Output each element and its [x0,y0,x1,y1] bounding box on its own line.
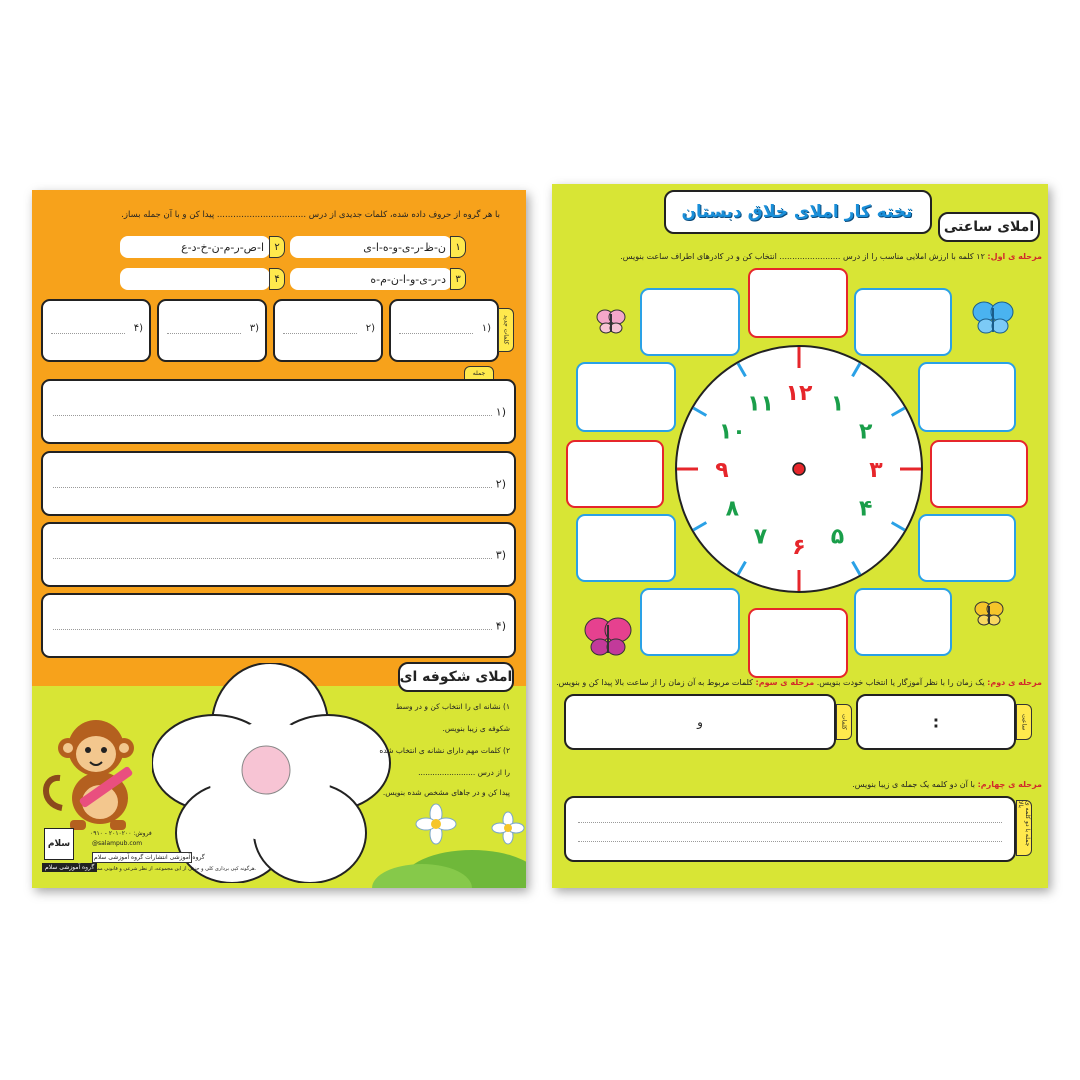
footer-copyright: هرگونه کپی برداری کلی و جزئی از این مجموعه، از نظر شرعی و قانونی ممنوع است. [78,866,257,872]
stage-4-instruction: مرحله ی چهارم: با آن دو کلمه یک جمله ی زیبا بنویس. [852,780,1042,789]
sentence-box-2[interactable]: ۲) [41,451,516,516]
clock-numeral: ۶ [792,535,806,560]
blossom-flower-outline[interactable] [152,663,392,883]
footer-website: @salampub.com [92,840,143,847]
sentence-dotted-line-1 [578,822,1002,823]
clock-word-box-3[interactable] [930,440,1028,508]
clock-word-box-9[interactable] [566,440,664,508]
letter-sequence-3: د-ر-ی-و-ا-ن-م-ه [290,268,452,290]
sentence-box-4[interactable]: ۴) [41,593,516,658]
clock-numeral: ۱ [830,391,845,417]
clock-word-box-12[interactable] [748,268,848,338]
sentence-dotted-line-2 [578,841,1002,842]
blossom-dictation-title: املای شکوفه ای [398,662,514,692]
clock-numeral: ۹ [715,458,729,483]
sequence-number-3: ۳ [450,268,466,290]
words-tab: کلمات [836,704,852,740]
clock-numeral: ۷ [753,524,768,550]
sentence-box-3[interactable]: ۳) [41,522,516,587]
butterfly-icon [974,600,1004,628]
clock-word-box-4[interactable] [918,514,1016,582]
monkey-illustration-icon [40,708,150,836]
blossom-instruction-1: ۱) نشانه ای را انتخاب کن و در وسط [395,702,510,711]
word-box-3[interactable]: ۳) [157,299,267,362]
blossom-instruction-3: ۲) کلمات مهم دارای نشانه ی انتخاب شده [379,746,510,755]
right-worksheet [552,184,1048,888]
sequence-number-2: ۲ [269,236,285,258]
time-tab: ساعت [1016,704,1032,740]
clock-dictation-title: املای ساعتی [938,212,1040,242]
blossom-instruction-2: شکوفه ی زیبا بنویس. [442,724,510,733]
blossom-center[interactable] [242,746,290,794]
clock-numeral: ۱۲ [785,381,813,406]
stage-2-3-instruction: مرحله ی دوم: یک زمان را با نظر آموزگار یا انتخاب خودت بنویس. مرحله ی سوم: کلمات مربوط به آن زمان را از ساعت بالا پیدا کن و بنویس. [556,678,1042,687]
clock-numeral: ۵ [830,524,845,550]
letter-sequence-4[interactable] [120,268,270,290]
clock-numeral: ۱۱ [747,391,774,417]
word-boxes-tab: کلمات جدید [498,308,514,352]
blossom-instruction-5: پیدا کن و در جاهای مشخص شده بنویس. [382,788,510,797]
clock-word-box-10[interactable] [576,362,676,432]
clock-center-dot [793,463,805,475]
letter-sequence-1: ن-ظ-ر-ی-و-ه-ا-ی [290,236,452,258]
clock-face [674,336,924,602]
daisy-bush-decoration-icon [362,802,526,888]
butterfly-icon [584,616,632,660]
time-answer-box[interactable] [856,694,1016,750]
sentence-box-1[interactable]: ۱) [41,379,516,444]
sentence-tab: جمله [464,366,494,380]
final-sentence-tab: جمله با دو کلمه ی بالا [1016,800,1032,856]
words-separator: و [697,715,703,729]
word-box-4[interactable]: ۴) [41,299,151,362]
publisher-logo: سلام [44,828,74,860]
clock-word-box-8[interactable] [576,514,676,582]
letter-sequence-2: ا-ص-ر-م-ن-خ-د-ع [120,236,270,258]
time-colon: : [932,712,940,732]
sequence-number-4: ۴ [269,268,285,290]
letters-instruction: با هر گروه از حروف داده شده، کلمات جدیدی از درس ................................. پیدا کن و با آن جمله بساز. [121,210,500,220]
publisher-name: گروه آموزشی سلام [42,863,97,872]
final-sentence-box[interactable] [564,796,1016,862]
clock-word-box-2[interactable] [918,362,1016,432]
clock-numeral: ۳ [869,458,883,483]
clock-numeral: ۱۰ [718,419,746,445]
words-answer-box[interactable] [564,694,836,750]
clock-numeral: ۴ [858,496,873,522]
blossom-instruction-4: را از درس ........................ [418,768,510,777]
stage-1-instruction: مرحله ی اول: ۱۲ کلمه با ارزش املایی مناسب را از درس ........................ انتخاب کن و در کادرهای اطراف ساعت بنویس. [620,252,1042,261]
footer-note-box: گروه آموزشی انتشارات گروه آموزشی سلام [94,854,205,861]
clock-numeral: ۲ [858,419,873,445]
footer-phone: ۰۹۱۰ - ۲۰۱۰۲۰۰ :فروش [90,830,152,837]
clock-word-box-6[interactable] [748,608,848,678]
sequence-number-1: ۱ [450,236,466,258]
butterfly-icon [972,300,1014,336]
butterfly-icon [596,308,626,336]
word-box-1[interactable]: ۱) [389,299,499,362]
word-box-2[interactable]: ۲) [273,299,383,362]
banner-title: تخته کار املای خلاق دبستان [681,202,913,222]
clock-numeral: ۸ [725,496,740,522]
left-worksheet [32,190,526,888]
